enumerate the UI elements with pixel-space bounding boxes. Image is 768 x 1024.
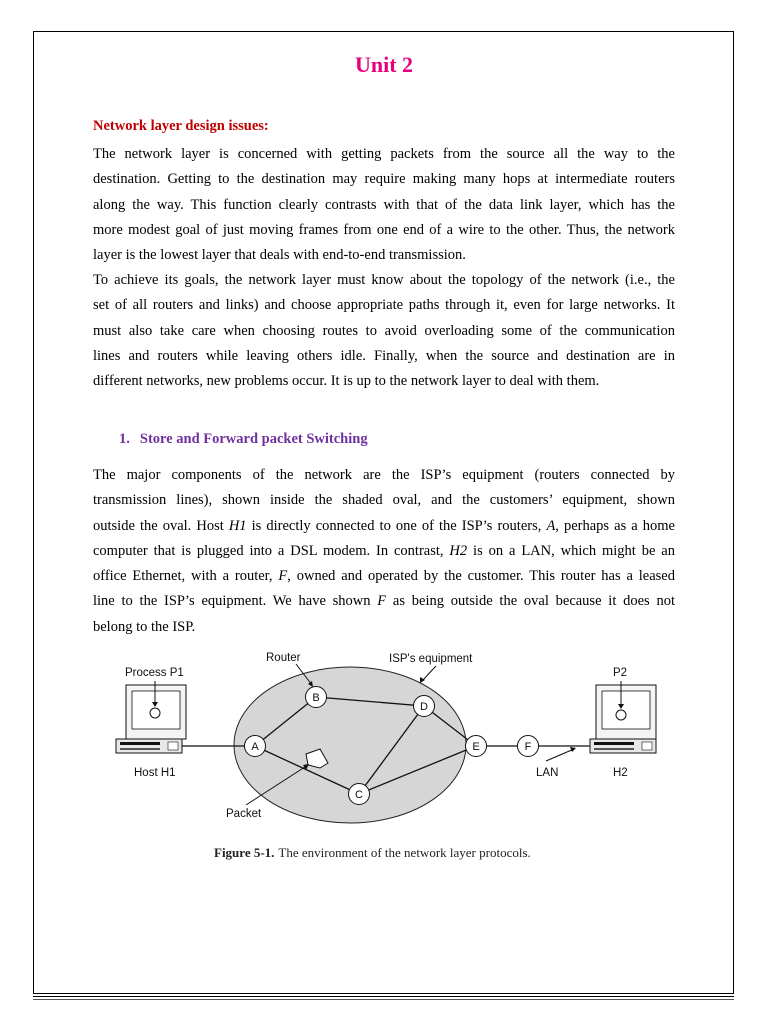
node-label: E [472, 741, 480, 753]
label-host-h1: Host H1 [134, 767, 176, 779]
subsection-title: Store and Forward packet Switching [139, 431, 368, 447]
router-f [518, 736, 539, 757]
label-process-p1: Process P1 [125, 667, 184, 679]
footer-rule [33, 996, 734, 997]
text-line: set of all routers and links) and choose appropriate paths through it, even for large networks. It [93, 297, 675, 314]
router-a [245, 736, 266, 757]
text-line: transmission lines), shown inside the shaded oval, and the customers’ equipment, shown [93, 492, 675, 509]
router-e [466, 736, 487, 757]
label-h2: H2 [613, 767, 628, 779]
node-label: D [420, 701, 428, 713]
node-label: F [524, 741, 532, 753]
text-line: different networks, new problems occur. It is up to the network layer to deal with them. [93, 373, 600, 390]
text-line: destination. Getting to the destination may require making many hops at intermediate routers [93, 171, 675, 188]
text-line: more modest goal of just moving frames from one end of a wire to the other. Thus, the network [93, 221, 675, 238]
subsection-heading [119, 431, 368, 448]
node-label: C [355, 789, 363, 801]
text-run: , owned and operated by the customer. This router has a leased [287, 568, 675, 585]
paragraph-intro [93, 142, 675, 268]
text-run-italic: A [546, 517, 556, 534]
text-line: lines and routers while leaving others idle. Finally, when the source and destination are in [93, 347, 675, 364]
text-line: must also take care when choosing routes to avoid overloading some of the communication [93, 322, 675, 339]
text-line: To achieve its goals, the network layer must know about the topology of the network (i.e., the [93, 272, 675, 288]
text-run: computer that is plugged into a DSL modem. In contrast, [93, 542, 450, 559]
text-run-italic: F [377, 593, 387, 610]
label-lan: LAN [536, 767, 559, 779]
router-c [349, 784, 370, 805]
text-run: office Ethernet, with a router, [93, 568, 279, 585]
text-run: , perhaps as a home [555, 517, 675, 534]
caption-label: Figure 5-1. [214, 845, 275, 860]
text-run: as being outside the oval because it does not [386, 593, 675, 610]
arrowhead [570, 747, 576, 752]
network-diagram [108, 645, 668, 835]
text-line: The major components of the network are the ISP’s equipment (routers connected by [93, 467, 675, 483]
router-d [414, 696, 435, 717]
text-line: The network layer is concerned with getting packets from the source all the way to the [93, 146, 675, 162]
text-run: line to the ISP’s equipment. We have shown [93, 593, 378, 610]
text-run: is on a LAN, which might be an [467, 542, 675, 559]
paragraph-goals [93, 268, 675, 394]
subsection-number: 1. [119, 431, 130, 447]
node-label: A [251, 741, 259, 753]
label-p2: P2 [613, 667, 628, 679]
router-b [306, 687, 327, 708]
text-run: is directly connected to one of the ISP’s routers, [246, 517, 547, 534]
footer-rule [33, 999, 734, 1000]
figure-caption [214, 845, 531, 861]
host-h1-computer-icon [116, 685, 186, 753]
label-router: Router [266, 652, 301, 664]
label-packet: Packet [226, 808, 262, 820]
text-line [93, 514, 675, 539]
section-heading: Network layer design issues: [93, 118, 269, 134]
text-run-italic: H1 [228, 517, 247, 534]
text-line [93, 564, 675, 589]
text-line [93, 589, 675, 614]
text-line: layer is the lowest layer that deals with end-to-end transmission. [93, 247, 466, 264]
lan-callout [546, 749, 574, 761]
paragraph-components [93, 463, 675, 640]
text-run-italic: F [278, 568, 288, 585]
caption-text: The environment of the network layer protocols. [278, 845, 531, 860]
node-label: B [312, 692, 320, 704]
text-run-italic: H2 [449, 542, 468, 559]
page-title: Unit 2 [354, 52, 414, 77]
text-line [93, 539, 675, 564]
isp-callout [422, 666, 436, 681]
host-h2-computer-icon [590, 685, 656, 753]
text-run: outside the oval. Host [93, 517, 229, 534]
text-line: belong to the ISP. [93, 618, 196, 635]
label-isp-equipment: ISP's equipment [389, 653, 473, 665]
text-line: along the way. This function clearly contrasts with that of the data link layer, which has the [93, 196, 675, 213]
